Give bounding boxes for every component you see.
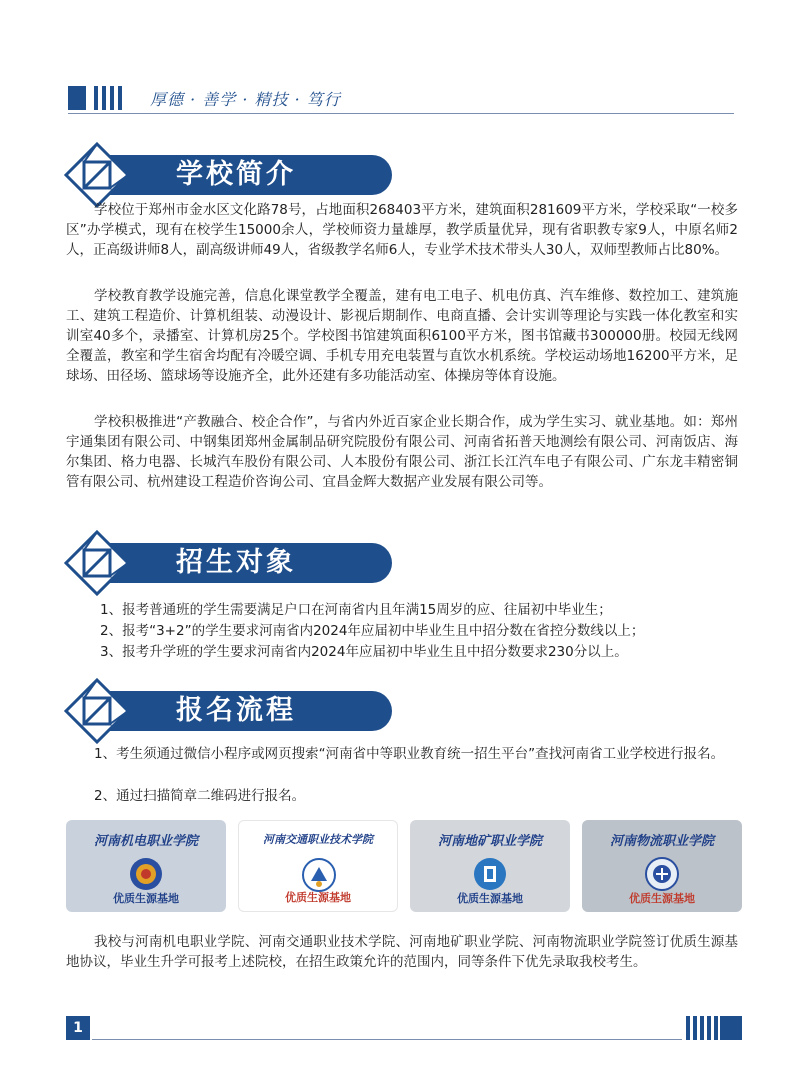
partner-base-label: 优质生源基地 [113, 892, 179, 905]
section-title-text: 报名流程 [176, 695, 296, 726]
cube-icon [62, 528, 132, 598]
partner-name: 河南机电职业学院 [93, 834, 198, 849]
school-emblem-icon [301, 857, 337, 893]
header-block [68, 86, 86, 110]
target-item-1: 1、报考普通班的学生需要满足户口在河南省内且年满15周岁的应、往届初中毕业生； [100, 602, 612, 618]
closing-paragraph: 我校与河南机电职业学院、河南交通职业技术学院、河南地矿职业学院、河南物流职业学院签订优质生源基地协议，毕业生升学可报考上述院校，在招生政策允许的范围内，同等条件下优先录取我校考生。 [66, 934, 738, 970]
process-item-2: 2、通过扫描简章二维码进行报名。 [94, 788, 306, 804]
section-title-process [62, 676, 392, 746]
partner-name: 河南交通职业技术学院 [263, 833, 373, 846]
intro-paragraph-3: 学校积极推进“产教融合、校企合作”，与省内外近百家企业长期合作，成为学生实习、就业基地。如：郑州宇通集团有限公司、中钢集团郑州金属制品研究院股份有限公司、河南省拓普天地测绘有限公司、河南饭店、海尔集团、格力电器、长城汽车股份有限公司、人本股份有限公司、浙江长江汽车电子有限公司、广东龙丰精密铜管有限公司、杭州建设工程造价咨询公司、宜昌金辉大数据产业发展有限公司等。 [66, 414, 738, 490]
school-emblem-icon [128, 856, 164, 892]
school-emblem-icon [472, 856, 508, 892]
cube-icon [62, 676, 132, 746]
section-title-text: 招生对象 [176, 547, 296, 578]
school-emblem-icon [644, 856, 680, 892]
partner-base-label: 优质生源基地 [285, 891, 351, 904]
section-title-text: 学校简介 [176, 159, 296, 190]
partner-card-wuliu [582, 820, 742, 912]
footer-divider [92, 1039, 682, 1040]
header-divider [68, 113, 734, 114]
intro-paragraph-1: 学校位于郑州市金水区文化路78号，占地面积268403平方米，建筑面积281609平方米，学校采取“一校多区”办学模式，现有在校学生15000余人，学校师资力量雄厚，教学质量优异，现有省职教专家9人，中原名师2人，正高级讲师8人，副高级讲师49人，省级教学名师6人，专业学术技术带头人30人，双师型教师占比80%。 [66, 202, 738, 258]
intro-paragraph-2: 学校教育教学设施完善，信息化课堂教学全覆盖，建有电工电子、机电仿真、汽车维修、数控加工、建筑施工、建筑工程造价、计算机组装、动漫设计、影视后期制作、电商直播、会计实训等理论与实践一体化教室和实训室40多个，录播室、计算机房25个。学校图书馆建筑面积6100平方米，图书馆藏书300000册。校园无线网全覆盖，教室和学生宿舍均配有冷暖空调、手机专用充电装置与直饮水机系统。学校运动场地16200平方米，足球场、田径场、篮球场等设施齐全，此外还建有多功能活动室、体操房等体育设施。 [66, 288, 738, 384]
partner-base-label: 优质生源基地 [629, 892, 695, 905]
header-stripes [94, 86, 122, 110]
partner-name: 河南物流职业学院 [609, 834, 714, 849]
partner-card-dikuang [410, 820, 570, 912]
target-item-2: 2、报考“3+2”的学生要求河南省内2024年应届初中毕业生且中招分数在省控分数线以上； [100, 623, 645, 639]
partner-card-jiaotong [238, 820, 398, 912]
partner-base-label: 优质生源基地 [457, 892, 523, 905]
header-motto: 厚德 · 善学 · 精技 · 笃行 [150, 90, 341, 109]
page-number: 1 [66, 1016, 90, 1040]
process-item-1: 1、考生须通过微信小程序或网页搜索“河南省中等职业教育统一招生平台”查找河南省工业学校进行报名。 [94, 746, 725, 762]
partner-name: 河南地矿职业学院 [437, 834, 542, 849]
footer-block [720, 1016, 742, 1040]
section-title-target [62, 528, 392, 598]
target-item-3: 3、报考升学班的学生要求河南省内2024年应届初中毕业生且中招分数要求230分以上。 [100, 644, 628, 660]
partner-card-jidian [66, 820, 226, 912]
